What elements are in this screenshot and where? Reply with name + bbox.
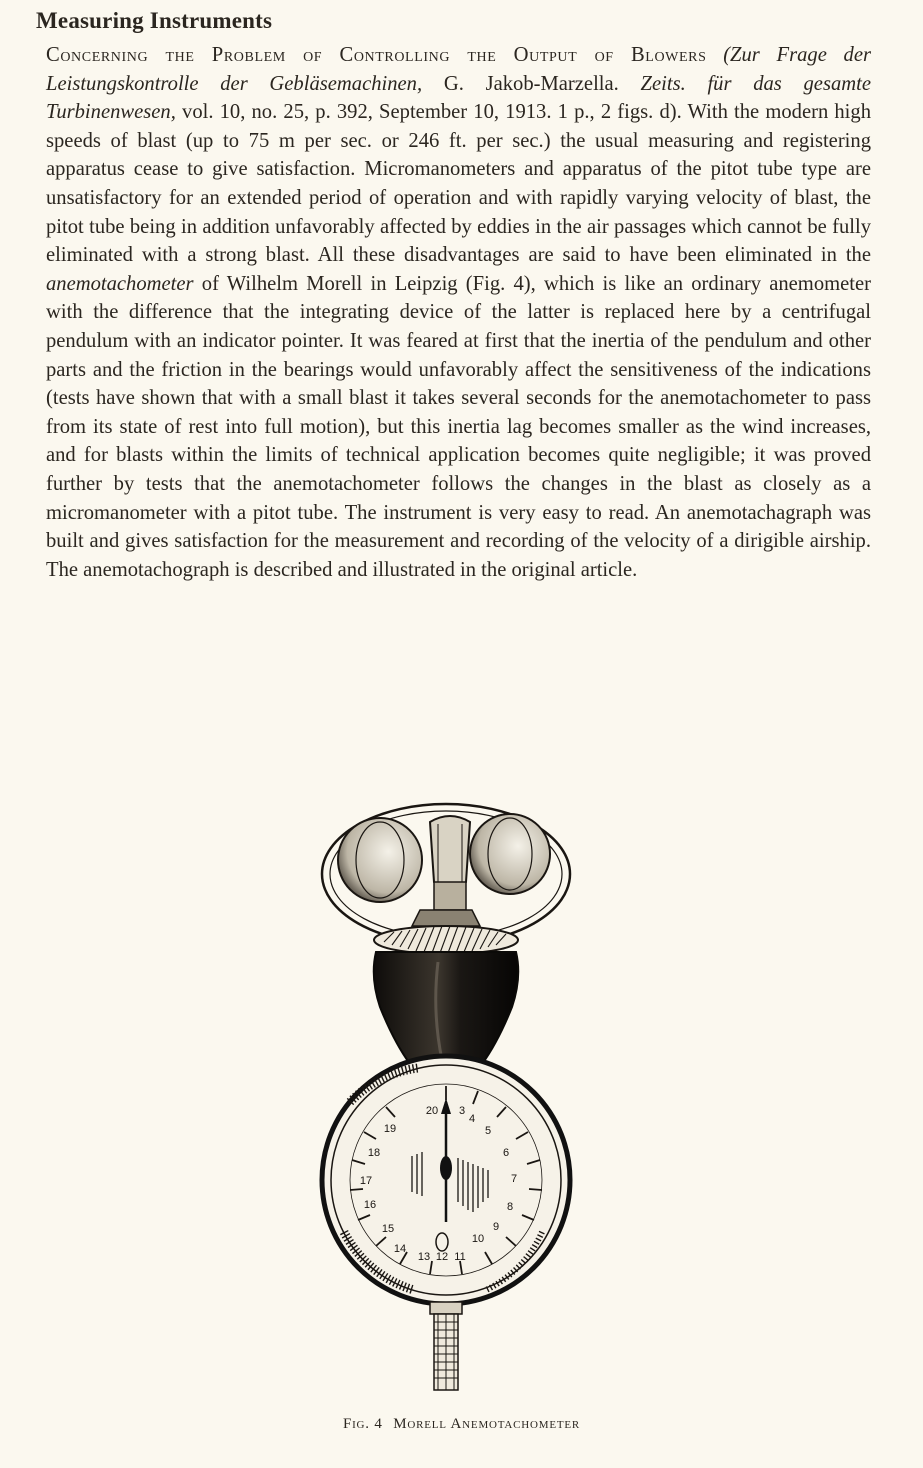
article-author: G. Jakob-Marzella.	[443, 72, 619, 95]
figure-caption	[0, 1416, 923, 1433]
collar	[374, 926, 518, 954]
dial-number-9: 9	[492, 1221, 500, 1233]
dial-number-15: 15	[381, 1223, 395, 1235]
dial-number-17: 17	[359, 1175, 373, 1187]
dial-number-20: 20	[425, 1105, 439, 1117]
dial-number-10: 10	[471, 1233, 485, 1245]
dial-number-8: 8	[506, 1201, 514, 1213]
article-original-title: (Zur Frage der Leistungskontrolle der Gebläsemachinen,	[46, 44, 872, 95]
wind-cup-left	[338, 818, 422, 902]
dial-number-16: 16	[363, 1199, 377, 1211]
figure-caption-label: Fig. 4	[342, 1416, 383, 1432]
dial-number-6: 6	[502, 1147, 510, 1159]
dial-number-19: 19	[383, 1123, 397, 1135]
dial-number-7: 7	[510, 1173, 518, 1185]
handle	[430, 1302, 462, 1390]
dial-number-4: 4	[468, 1113, 476, 1125]
anemotachometer-illustration	[310, 802, 582, 1400]
dial-number-12: 12	[435, 1251, 449, 1263]
cup-wheel	[322, 804, 570, 944]
dial-number-18: 18	[367, 1147, 381, 1159]
article-heading: Concerning the Problem of Controlling the Output of Blowers	[46, 44, 707, 66]
dial-number-13: 13	[417, 1251, 431, 1263]
cup-hub	[434, 882, 466, 910]
pointer-hub	[440, 1156, 452, 1180]
section-title: Measuring Instruments	[36, 8, 273, 33]
dial-number-14: 14	[393, 1243, 407, 1255]
article-journal: Zeits. für das gesamte Turbinenwesen,	[46, 72, 871, 124]
figure-caption-text: Morell Anemotachometer	[393, 1416, 581, 1432]
article-paragraph	[46, 41, 871, 584]
wind-cup-right	[470, 814, 550, 894]
anemotachometer-figure	[310, 802, 582, 1400]
dial-number-3: 3	[458, 1105, 466, 1117]
wind-cup-center	[430, 816, 470, 887]
dial-number-11: 11	[454, 1251, 466, 1263]
article-citation: vol. 10, no. 25, p. 392, September 10, 1913. 1 p., 2 figs. d).	[182, 101, 682, 124]
article-instrument-term: anemotachometer	[46, 272, 194, 295]
dial	[322, 1056, 570, 1304]
instrument-body	[374, 952, 519, 1064]
article-body-part1: With the modern high speeds of blast (up to 75 m per sec. or 246 ft. per sec.) the usual measuring and registering apparatus cease to give satisfaction. Micromanometers and apparatus of the pitot tube type are unsatisfactory for an extended period of operation and with rapidly varying velocity of blast, the pitot tube being in addition unfavorably affected by eddies in the air passages which cannot be fully eliminated with a strong blast. All these disadvantages are said to have been eliminated in the	[46, 101, 871, 267]
article-body-part2: of Wilhelm Morell in Leipzig (Fig. 4), which is like an ordinary anemometer with the difference that the integrating device of the latter is replaced here by a centrifugal pendulum with an indicator pointer. It was feared at first that the inertia of the pendulum and other parts and the friction in the bearings would unfavorably affect the sensitiveness of the indications (tests have shown that with a small blast it takes several seconds for the anemotachometer to pass from its state of rest into full motion), but this inertia lag becomes smaller as the wind increases, and for blasts within the limits of technical application becomes quite negligible; it was proved further by tests that the anemotachometer follows the changes in the blast as closely as a micromanometer with a pitot tube. The instrument is very easy to read. An anemotachagraph was built and gives satisfaction for the measurement and recording of the velocity of a dirigible airship. The anemotachograph is described and illustrated in the original article.	[46, 272, 871, 581]
dial-number-5: 5	[484, 1125, 492, 1137]
